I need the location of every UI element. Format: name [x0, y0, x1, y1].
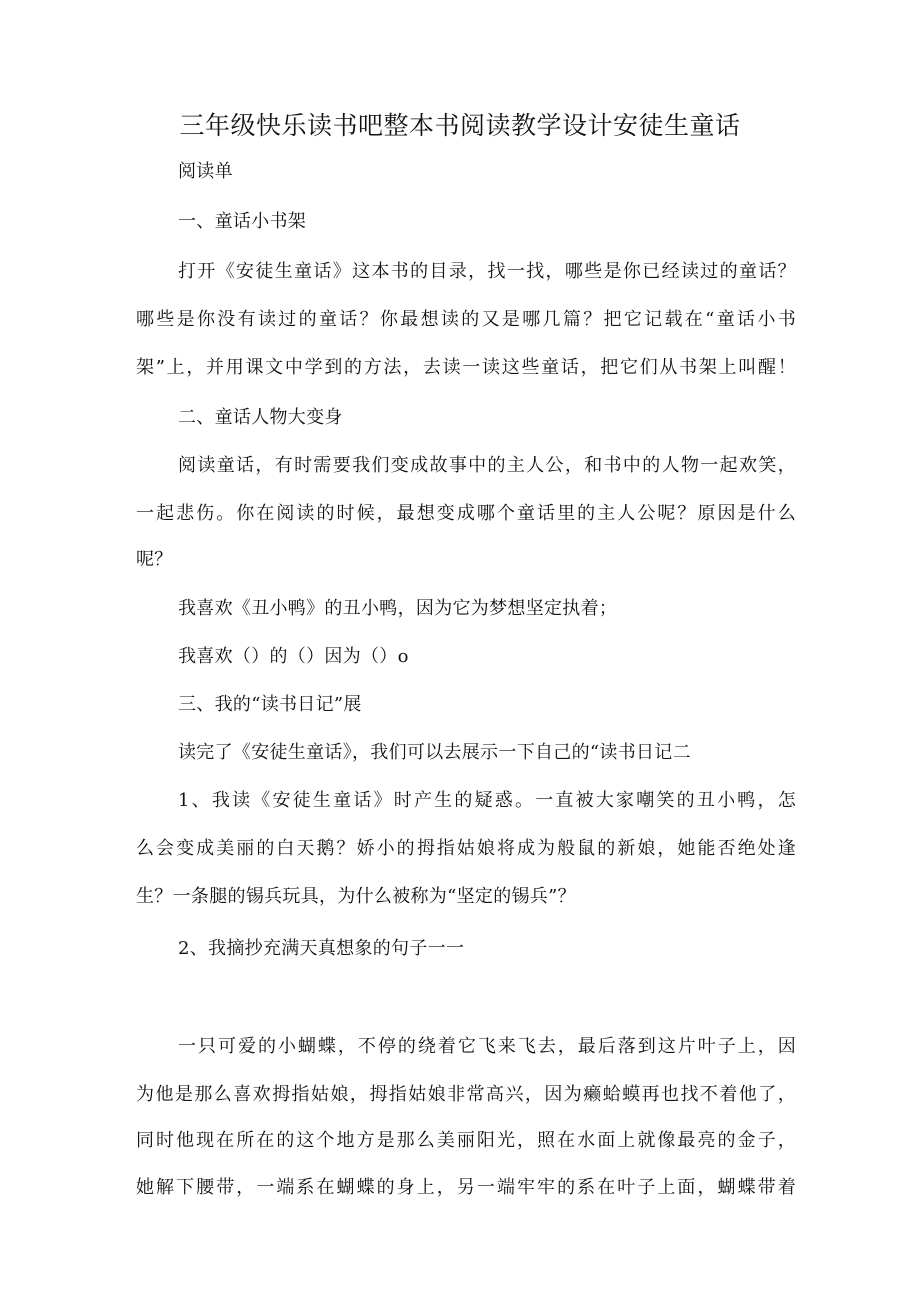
paragraph-line: 她解下腰带，一端系在蝴蝶的身上，另一端牢牢的系在叶子上面，蝴蝶带着: [136, 1177, 796, 1198]
paragraph-line: 生？一条腿的锡兵玩具，为什么被称为“坚定的锡兵”？: [136, 886, 576, 907]
fill-in-sentence: 我喜欢（）的（）因为（）o: [178, 646, 409, 667]
paragraph-line: 哪些是你没有读过的童话？你最想读的又是哪几篇？把它记载在“童话小书: [136, 309, 796, 330]
paragraph-line: 为他是那么喜欢拇指姑娘，拇指姑娘非常高兴，因为癞蛤蟆再也找不着他了，: [136, 1084, 796, 1105]
section-heading-2: 二、童话人物大变身: [178, 407, 343, 428]
paragraph-line: 一起悲伤。你在阅读的时候，最想变成哪个童话里的主人公呢？原因是什么: [136, 503, 796, 524]
section-heading-3: 三、我的“读书日记”展: [178, 694, 362, 715]
paragraph-line: 架”上，并用课文中学到的方法，去读一读这些童话，把它们从书架上叫醒！: [136, 357, 796, 378]
document-title: 三年级快乐读书吧整本书阅读教学设计安徒生童话: [179, 111, 741, 140]
paragraph-line: 阅读童话，有时需要我们变成故事中的主人公，和书中的人物一起欢笑，: [178, 455, 796, 476]
paragraph-line: 呢？: [136, 549, 173, 570]
example-sentence: 我喜欢《丑小鸭》的丑小鸭，因为它为梦想坚定执着；: [178, 598, 618, 619]
paragraph-line: 么会变成美丽的白天鹅？娇小的拇指姑娘将成为般鼠的新娘，她能否绝处逢: [136, 838, 796, 859]
paragraph-line: 一只可爱的小蝴蝶，不停的绕着它飞来飞去，最后落到这片叶子上，因: [178, 1036, 796, 1057]
section-label-reading-sheet: 阅读单: [178, 161, 233, 182]
paragraph-line: 打开《安徒生童话》这本书的目录，找一找，哪些是你已经读过的童话？: [178, 261, 796, 282]
subheading-quotes: 2、我摘抄充满天真想象的句子一一: [178, 938, 465, 959]
paragraph-line: 同时他现在所在的这个地方是那么美丽阳光，照在水面上就像最亮的金子，: [136, 1130, 796, 1151]
paragraph-line: 1、我读《安徒生童话》时产生的疑惑。一直被大家嘲笑的丑小鸭，怎: [178, 790, 796, 811]
section-heading-1: 一、童话小书架: [178, 211, 307, 232]
paragraph-line: 读完了《安徒生童话》，我们可以去展示一下自己的“读书日记二: [178, 742, 691, 763]
